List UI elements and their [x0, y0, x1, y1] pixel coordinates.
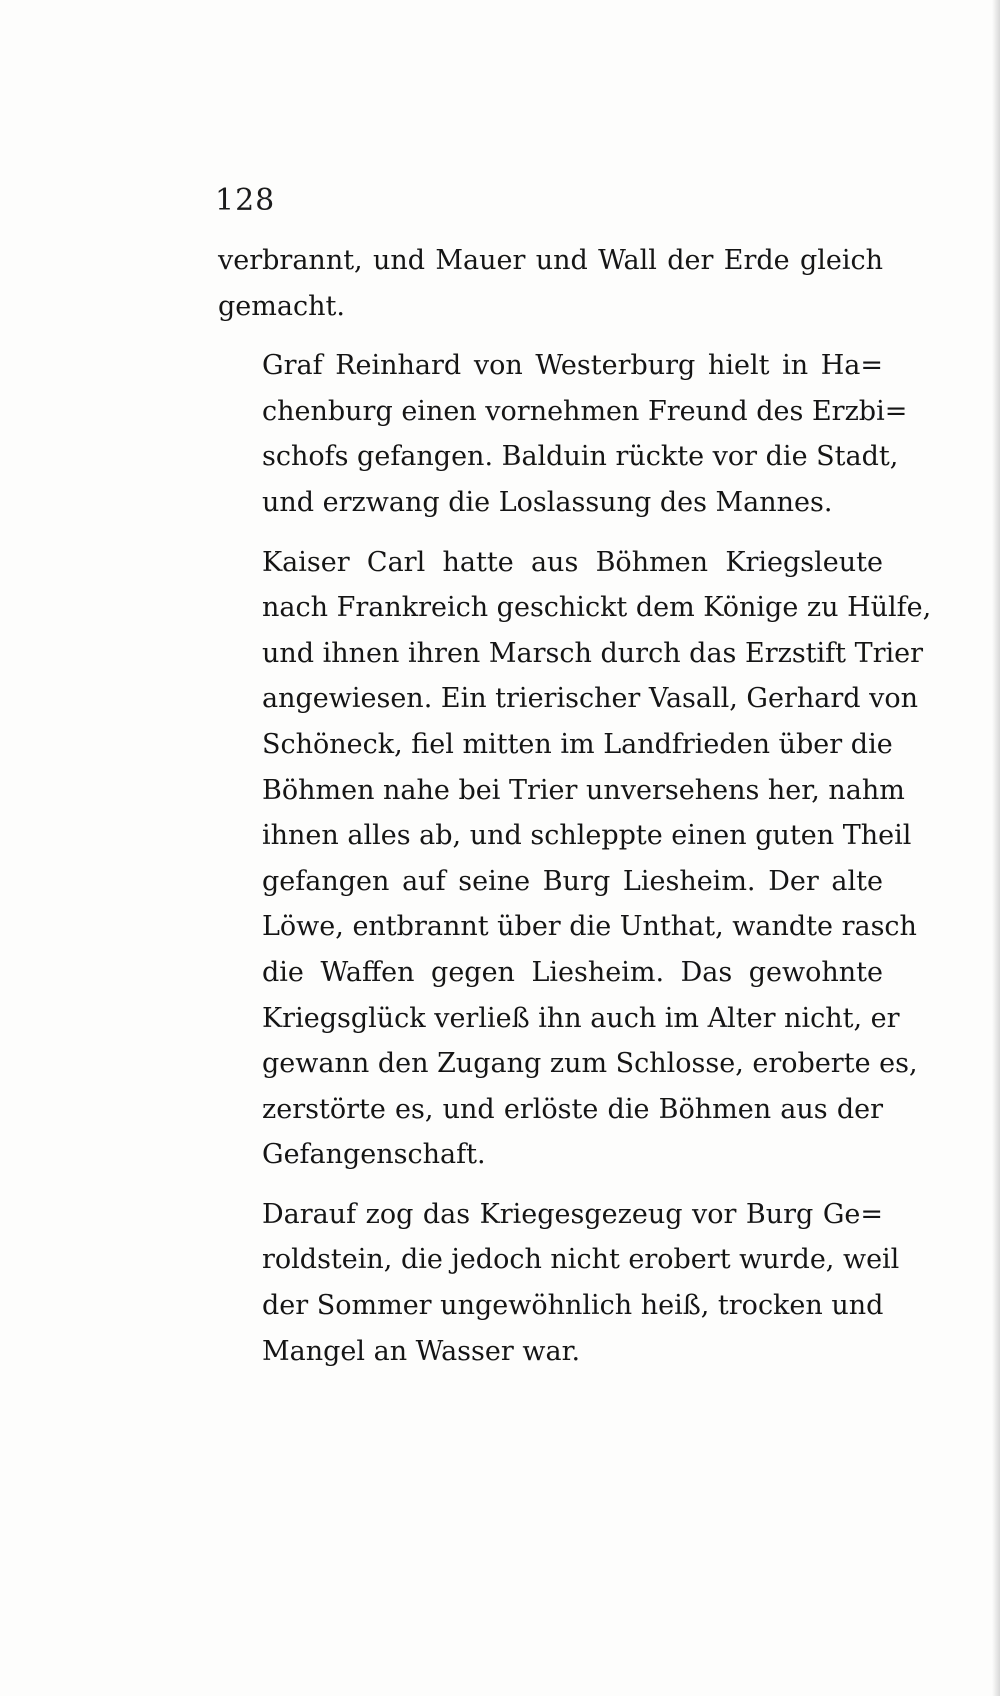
- paragraph: [218, 1192, 900, 1374]
- text-line: chenburg einen vornehmen Freund des Erzbi=: [262, 395, 908, 427]
- text-line: zerstörte es, und erlöste die Böhmen aus der: [262, 1093, 883, 1125]
- page-edge-shadow: [992, 0, 1000, 1696]
- text-line: Gefangenschaft.: [262, 1139, 486, 1171]
- paragraph: [218, 540, 932, 1178]
- text-line: nach Frankreich geschickt dem Könige zu Hülfe,: [262, 592, 932, 624]
- text-line: ihnen alles ab, und schleppte einen guten Theil: [262, 820, 912, 852]
- text-line: Graf Reinhard von Westerburg hielt in Ha=: [262, 350, 883, 382]
- text-line: angewiesen. Ein trierischer Vasall, Gerhard von: [262, 683, 919, 715]
- text-line: roldstein, die jedoch nicht erobert wurde, weil: [262, 1244, 900, 1276]
- text-line: die Waffen gegen Liesheim. Das gewohnte: [262, 956, 883, 988]
- text-line: und erzwang die Loslassung des Mannes.: [262, 486, 833, 518]
- text-line: gewann den Zugang zum Schlosse, eroberte es,: [262, 1048, 918, 1080]
- page-number: 128: [215, 183, 276, 218]
- text-line: Darauf zog das Kriegesgezeug vor Burg Ge=: [262, 1198, 883, 1230]
- text-line: Mangel an Wasser war.: [262, 1335, 581, 1367]
- text-line: Böhmen nahe bei Trier unversehens her, nahm: [262, 774, 905, 806]
- body-text: [218, 238, 932, 1388]
- paragraph: [218, 238, 883, 329]
- text-line: gemacht.: [218, 290, 345, 322]
- text-line: Schöneck, fiel mitten im Landfrieden über die: [262, 728, 893, 760]
- text-line: verbrannt, und Mauer und Wall der Erde gleich: [218, 245, 883, 276]
- text-line: der Sommer ungewöhnlich heiß, trocken und: [262, 1290, 884, 1322]
- text-line: Löwe, entbrannt über die Unthat, wandte rasch: [262, 911, 917, 943]
- text-line: Kriegsglück verließ ihn auch im Alter nicht, er: [262, 1002, 900, 1034]
- text-line: gefangen auf seine Burg Liesheim. Der alte: [262, 865, 883, 897]
- text-line: Kaiser Carl hatte aus Böhmen Kriegsleute: [262, 546, 883, 578]
- text-line: schofs gefangen. Balduin rückte vor die Stadt,: [262, 441, 899, 473]
- text-line: und ihnen ihren Marsch durch das Erzstift Trier: [262, 637, 924, 669]
- paragraph: [218, 343, 908, 525]
